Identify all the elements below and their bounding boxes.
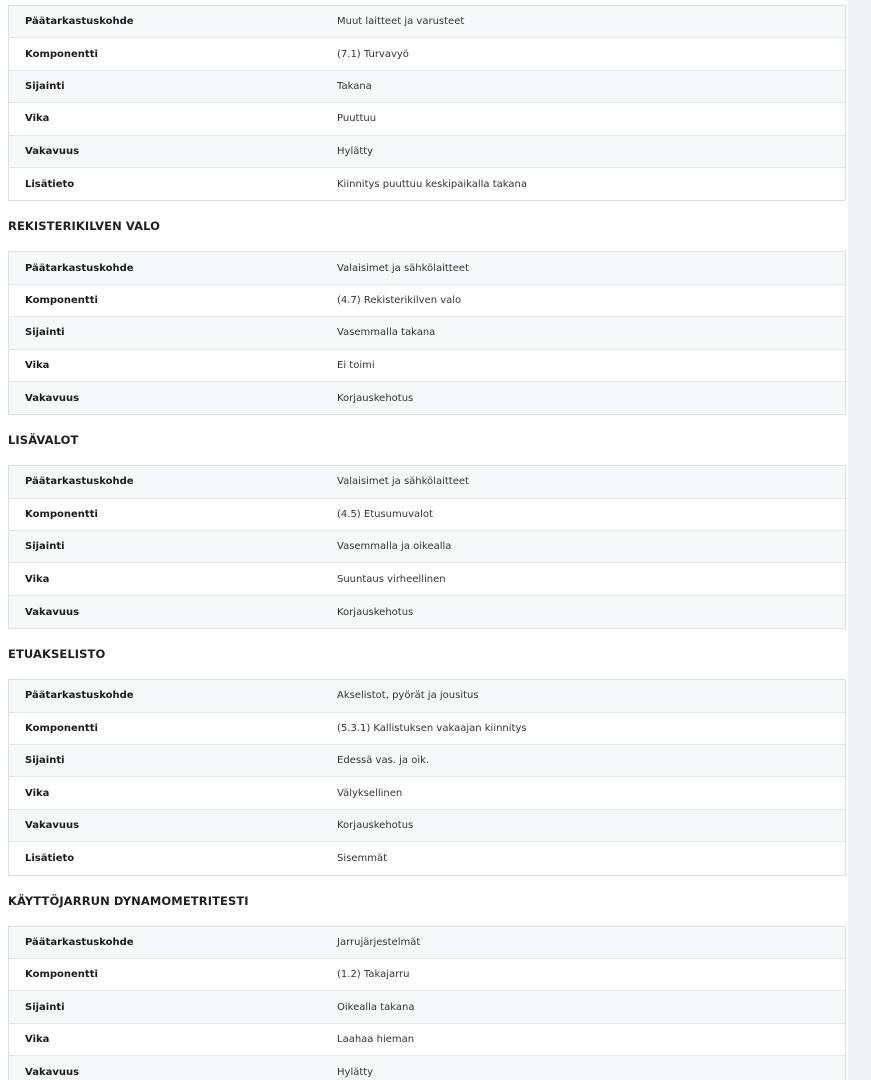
row-value: Akselistot, pyörät ja jousitus [337, 690, 479, 702]
table-row [9, 499, 845, 531]
table-row [9, 350, 845, 382]
row-label: Sijainti [25, 755, 65, 767]
table-row [9, 927, 845, 959]
row-value: Kiinnitys puuttuu keskipaikalla takana [337, 178, 527, 190]
row-value: Takana [337, 80, 372, 92]
row-value: (5.3.1) Kallistuksen vakaajan kiinnitys [337, 722, 527, 734]
row-value: Puuttuu [337, 113, 377, 125]
row-label: Komponentti [25, 969, 98, 981]
table-row [9, 563, 845, 595]
table-row [9, 466, 845, 498]
row-label: Vika [25, 787, 50, 799]
row-value: (4.7) Rekisterikilven valo [337, 294, 462, 306]
table-row [9, 713, 845, 745]
row-value: Sisemmät [337, 852, 388, 864]
row-value: Vasemmalla ja oikealla [337, 541, 452, 553]
table-row [9, 842, 845, 874]
section-title-kayttojarrun-dynamometritesti: KÄYTTÖJARRUN DYNAMOMETRITESTI [8, 893, 249, 908]
row-label: Päätarkastuskohde [25, 262, 134, 274]
row-label: Päätarkastuskohde [25, 476, 134, 488]
page-scrollbar[interactable] [848, 0, 871, 1080]
row-value: Valaisimet ja sähkölaitteet [337, 262, 469, 274]
row-label: Vakavuus [25, 1066, 80, 1078]
row-label: Vika [25, 359, 50, 371]
table-row [9, 103, 845, 135]
table-row [9, 38, 845, 70]
row-label: Komponentti [25, 722, 98, 734]
row-label: Vika [25, 1033, 50, 1045]
row-value: Oikealla takana [337, 1001, 415, 1013]
table-row [9, 745, 845, 777]
table-row [9, 168, 845, 200]
defect-table-front-axle [8, 679, 846, 875]
table-row [9, 6, 845, 38]
row-label: Päätarkastuskohde [25, 936, 134, 948]
table-row [9, 777, 845, 809]
row-value: Korjauskehotus [337, 392, 414, 404]
table-row [9, 136, 845, 168]
row-value: Muut laitteet ja varusteet [337, 16, 465, 28]
row-label: Vakavuus [25, 145, 80, 157]
row-label: Päätarkastuskohde [25, 16, 134, 28]
row-value: Vasemmalla takana [337, 327, 436, 339]
section-title-lisavalot: LISÄVALOT [8, 433, 79, 448]
row-value: Suuntaus virheellinen [337, 573, 446, 585]
row-label: Komponentti [25, 508, 98, 520]
row-value: (4.5) Etusumuvalot [337, 508, 433, 520]
defect-table-license-plate-light [8, 251, 846, 415]
row-value: (7.1) Turvavyö [337, 48, 409, 60]
table-row [9, 317, 845, 349]
row-value: Hylätty [337, 145, 374, 157]
row-value: (1.2) Takajarru [337, 969, 410, 981]
table-row [9, 285, 845, 317]
table-row [9, 252, 845, 284]
table-row [9, 1024, 845, 1056]
row-label: Vakavuus [25, 606, 80, 618]
defect-table-seatbelt [8, 5, 846, 201]
row-label: Sijainti [25, 80, 65, 92]
row-value: Välyksellinen [337, 787, 403, 799]
table-row [9, 382, 845, 414]
row-label: Vika [25, 573, 50, 585]
row-value: Laahaa hieman [337, 1033, 415, 1045]
row-label: Vakavuus [25, 820, 80, 831]
row-label: Lisätieto [25, 178, 75, 190]
row-value: Korjauskehotus [337, 820, 414, 831]
row-label: Sijainti [25, 327, 65, 339]
row-label: Vika [25, 113, 50, 125]
table-row [9, 596, 845, 628]
row-label: Päätarkastuskohde [25, 690, 134, 702]
section-title-rekisterikilven-valo: REKISTERIKILVEN VALO [8, 219, 161, 234]
table-row [9, 71, 845, 103]
table-row [9, 1056, 845, 1080]
row-label: Sijainti [25, 541, 65, 553]
row-value: Ei toimi [337, 359, 375, 371]
row-value: Korjauskehotus [337, 606, 414, 618]
defect-table-extra-lights [8, 465, 846, 629]
defect-table-brake-test [8, 926, 846, 1080]
table-row [9, 531, 845, 563]
table-row [9, 991, 845, 1023]
row-value: Jarrujärjestelmät [337, 936, 421, 948]
row-label: Komponentti [25, 294, 98, 306]
row-label: Sijainti [25, 1001, 65, 1013]
table-row [9, 810, 845, 842]
table-row [9, 959, 845, 991]
row-value: Edessä vas. ja oik. [337, 755, 430, 767]
row-label: Vakavuus [25, 392, 80, 404]
table-row [9, 680, 845, 712]
row-value: Hylätty [337, 1066, 374, 1078]
row-value: Valaisimet ja sähkölaitteet [337, 476, 469, 488]
row-label: Komponentti [25, 48, 98, 60]
section-title-etuakselisto: ETUAKSELISTO [8, 647, 106, 662]
row-label: Lisätieto [25, 852, 75, 864]
